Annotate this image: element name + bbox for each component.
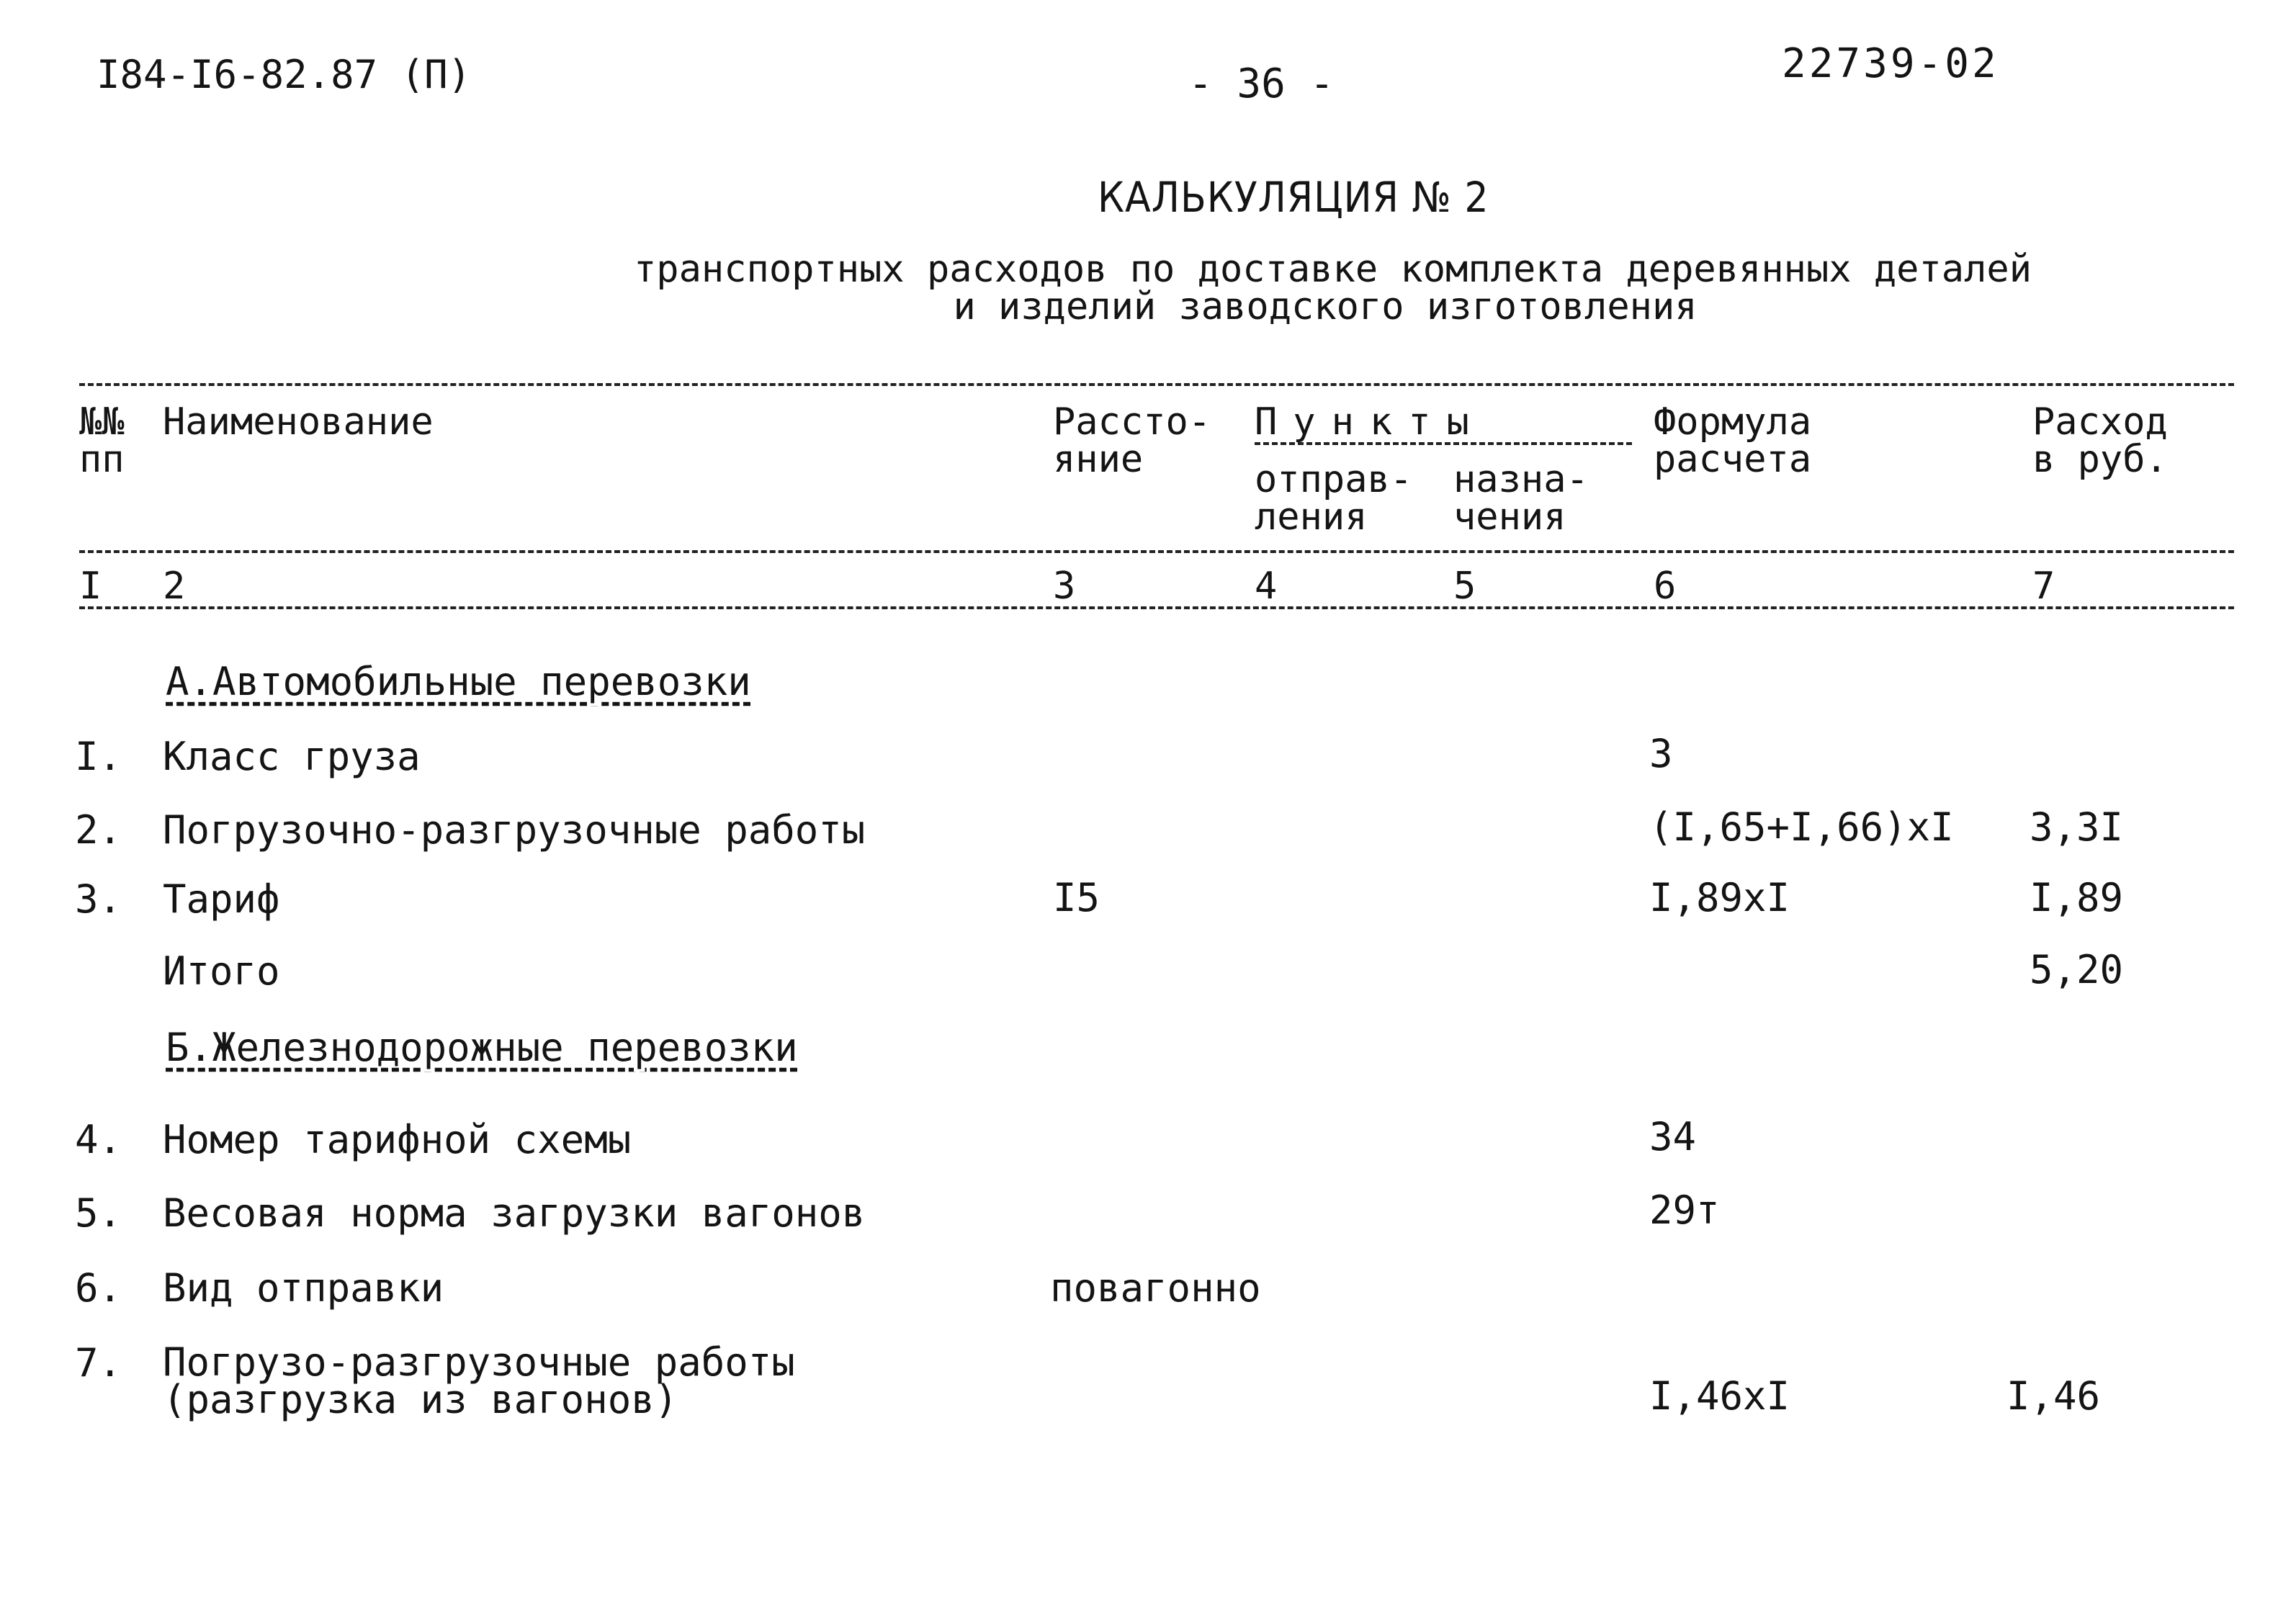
header-points: Пункты bbox=[1255, 400, 1485, 444]
row-4-name: Номер тарифной схемы bbox=[163, 1117, 632, 1162]
row-3-formula: I,89xI bbox=[1649, 875, 1790, 920]
archive-number: 22739-02 bbox=[1782, 40, 1999, 87]
header-name: Наименование bbox=[163, 400, 434, 444]
header-bottom-rule bbox=[79, 550, 2234, 553]
row-2-name: Погрузочно-разгрузочные работы bbox=[163, 807, 866, 853]
document-title: КАЛЬКУЛЯЦИЯ № 2 bbox=[1098, 173, 1489, 222]
row-7-num: 7. bbox=[75, 1340, 122, 1386]
document-subtitle: транспортных расходов по доставке комплекта деревянных деталей и изделий заводского изготовления bbox=[634, 248, 2032, 328]
document-code: I84-I6-82.87 (П) bbox=[97, 52, 472, 97]
row-6-name: Вид отправки bbox=[163, 1265, 444, 1311]
row-5-num: 5. bbox=[75, 1190, 122, 1236]
row-7-name: Погрузо-разгрузочные работы (разгрузка из вагонов) bbox=[163, 1339, 795, 1422]
section-b-heading: Б.Железнодорожные перевозки bbox=[166, 1025, 798, 1070]
column-number-2: 2 bbox=[163, 565, 186, 608]
row-5-formula: 29т bbox=[1649, 1188, 1720, 1233]
column-number-4: 4 bbox=[1255, 565, 1278, 608]
header-cost: Расход в руб. bbox=[2032, 400, 2168, 481]
row-4-formula: 34 bbox=[1649, 1114, 1697, 1159]
row-6-num: 6. bbox=[75, 1265, 122, 1311]
header-destination: назна- чения bbox=[1453, 458, 1589, 539]
header-departure: отправ- ления bbox=[1255, 458, 1413, 539]
header-points-underline bbox=[1255, 442, 1632, 445]
row-3-cost: I,89 bbox=[2030, 875, 2124, 920]
column-number-6: 6 bbox=[1654, 565, 1677, 608]
table-top-rule bbox=[79, 383, 2234, 386]
row-7-cost: I,46 bbox=[2006, 1373, 2101, 1419]
column-numbers-bottom-rule bbox=[79, 606, 2234, 609]
row-6-distance: повагонно bbox=[1050, 1265, 1261, 1311]
row-2-cost: 3,3I bbox=[2030, 804, 2124, 850]
section-a-heading: А.Автомобильные перевозки bbox=[166, 659, 751, 704]
row-2-num: 2. bbox=[75, 807, 122, 853]
header-distance: Рассто- яние bbox=[1053, 400, 1211, 481]
row-2-formula: (I,65+I,66)xI bbox=[1649, 804, 1954, 850]
row-1-name: Класс груза bbox=[163, 734, 421, 779]
header-num: №№ пп bbox=[79, 400, 125, 481]
header-formula: Формула расчета bbox=[1654, 400, 1812, 481]
total-cost: 5,20 bbox=[2030, 947, 2124, 992]
row-4-num: 4. bbox=[75, 1117, 122, 1162]
row-1-num: I. bbox=[75, 734, 122, 779]
row-7-formula: I,46xI bbox=[1649, 1373, 1790, 1419]
row-3-distance: I5 bbox=[1053, 875, 1100, 920]
row-3-num: 3. bbox=[75, 876, 122, 922]
column-number-5: 5 bbox=[1453, 565, 1476, 608]
column-number-7: 7 bbox=[2032, 565, 2055, 608]
column-number-1: I bbox=[79, 565, 102, 608]
row-5-name: Весовая норма загрузки вагонов bbox=[163, 1190, 866, 1236]
total-label: Итого bbox=[163, 948, 280, 994]
row-1-formula: 3 bbox=[1649, 731, 1673, 776]
row-3-name: Тариф bbox=[163, 876, 280, 922]
page-number: - 36 - bbox=[1188, 60, 1335, 107]
column-number-3: 3 bbox=[1053, 565, 1076, 608]
